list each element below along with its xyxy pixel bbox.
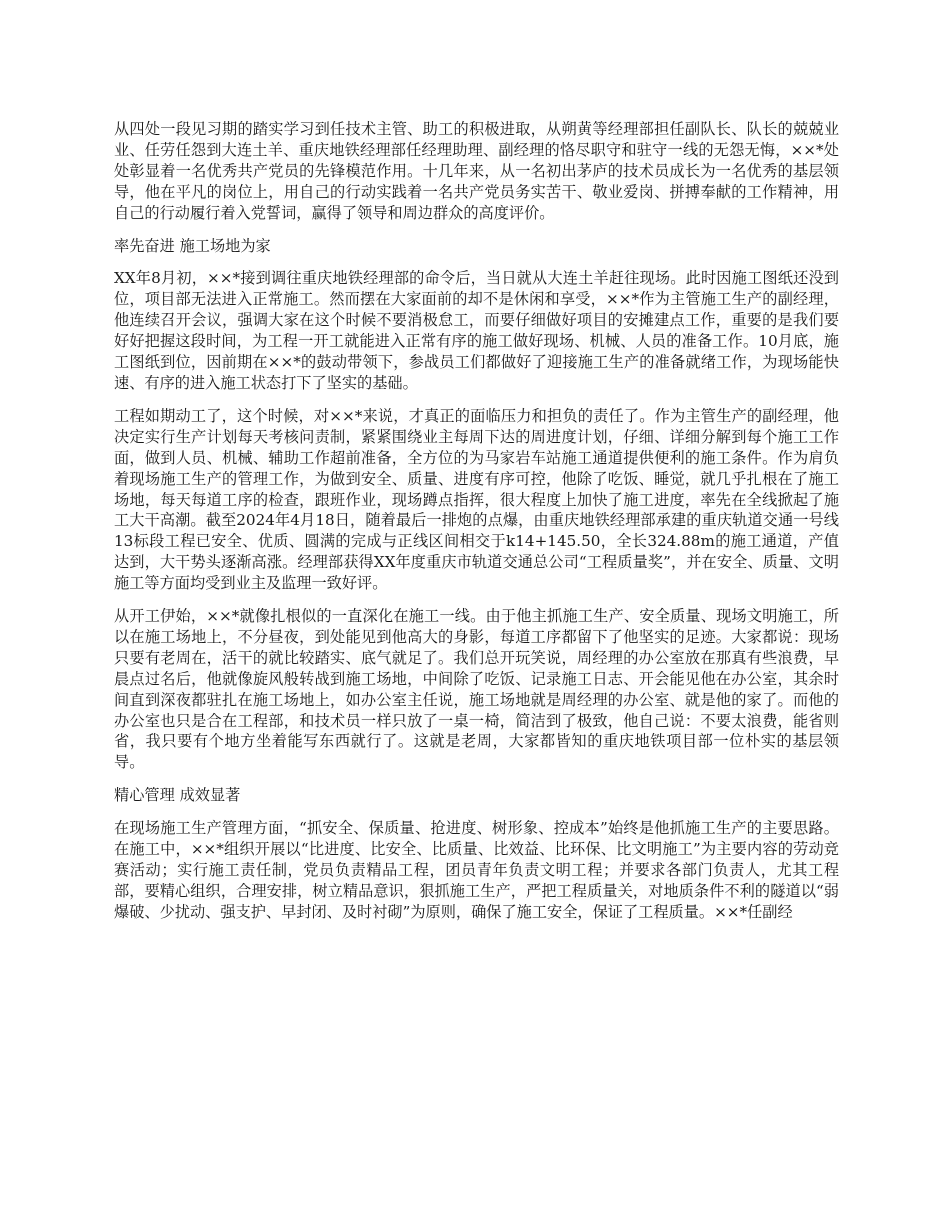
- document-page: [114, 119, 839, 935]
- section-heading-lead: 率先奋进 施工场地为家: [114, 236, 271, 255]
- intro-paragraph: 从四处一段见习期的踏实学习到任技术主管、助工的积极进取，从朔黄等经理部担任副队长、队长的兢兢业业、任劳任怨到大连土羊、重庆地铁经理部任经理助理、副经理的恪尽职守和驻守一线的无怨无悔，××*处处彰显着一名优秀共产党员的先锋模范作用。十几年来，从一名初出茅庐的技术员成长为一名优秀的基层领导，他在平凡的岗位上，用自己的行动实践着一名共产党员务实苦干、敬业爱岗、拼搏奉献的工作精神，用自己的行动履行着入党誓词，赢得了领导和周边群众的高度评价。: [114, 120, 839, 222]
- paragraph-on-site: 从开工伊始，××*就像扎根似的一直深化在施工一线。由于他主抓施工生产、安全质量、现场文明施工，所以在施工场地上，不分昼夜，到处能见到他高大的身影，每道工序都留下了他坚实的足迹。大家都说：现场只要有老周在，活干的就比较踏实、底气就足了。我们总开玩笑说，周经理的办公室放在那真有些浪费，早晨点过名后，他就像旋风般转战到施工场地，中间除了吃饭、记录施工日志、开会能见他在办公室，其余时间直到深夜都驻扎在施工场地上，如办公室主任说，施工场地就是周经理的办公室、就是他的家了。而他的办公室也只是合在工程部，和技术员一样只放了一桌一椅，简洁到了极致，他自己说：不要太浪费，能省则省，我只要有个地方坐着能写东西就行了。这就是老周，大家都皆知的重庆地铁项目部一位朴实的基层领导。: [114, 607, 839, 772]
- paragraph-arrival: XX年8月初，××*接到调往重庆地铁经理部的命令后，当日就从大连土羊赶往现场。此时因施工图纸还没到位，项目部无法进入正常施工。然而摆在大家面前的却不是休闲和享受，××*作为主管施工生产的副经理，他连续召开会议，强调大家在这个时候不要消极怠工，而要仔细做好项目的安摊建点工作，重要的是我们要好好把握这段时间，为工程一开工就能进入正常有序的施工做好现场、机械、人员的准备工作。10月底，施工图纸到位，因前期在××*的鼓动带领下，参战员工们都做好了迎接施工生产的准备就绪工作，为现场能快速、有序的进入施工状态打下了坚实的基础。: [114, 269, 839, 392]
- paragraph-management: 在现场施工生产管理方面，“抓安全、保质量、抢进度、树形象、控成本”始终是他抓施工生产的主要思路。在施工中，××*组织开展以“比进度、比安全、比质量、比效益、比环保、比文明施工”为主要内容的劳动竞赛活动；实行施工责任制，党员负责精品工程，团员青年负责文明工程；并要求各部门负责人，尤其工程部，要精心组织，合理安排，树立精品意识，狠抓施工生产，严把工程质量关，对地质条件不利的隧道以“弱爆破、少扰动、强支护、早封闭、及时衬砌”为原则，确保了施工安全，保证了工程质量。××*任副经: [114, 819, 839, 921]
- paragraph-construction-start: 工程如期动工了，这个时候，对××*来说，才真正的面临压力和担负的责任了。作为主管生产的副经理，他决定实行生产计划每天考核问责制，紧紧围绕业主每周下达的周进度计划，仔细、详细分解到每个施工工作面，做到人员、机械、辅助工作超前准备，全方位的为马家岩车站施工通道提供便利的施工条件。作为肩负着现场施工生产的管理工作，为做到安全、质量、进度有序可控，他除了吃饭、睡觉，就几乎扎根在了施工场地，每天每道工序的检查，跟班作业，现场蹲点指挥，很大程度上加快了施工进度，率先在全线掀起了施工大干高潮。截至2024年4月18日，随着最后一排炮的点爆，由重庆地铁经理部承建的重庆轨道交通一号线13标段工程已安全、优质、圆满的完成与正线区间相交于k14+145.50，全长324.88m的施工通道，产值达到，大干势头逐渐高涨。经理部获得XX年度重庆市轨道交通总公司“工程质量奖”，并在安全、质量、文明施工等方面均受到业主及监理一致好评。: [114, 406, 839, 593]
- section-heading-management: 精心管理 成效显著: [114, 786, 241, 805]
